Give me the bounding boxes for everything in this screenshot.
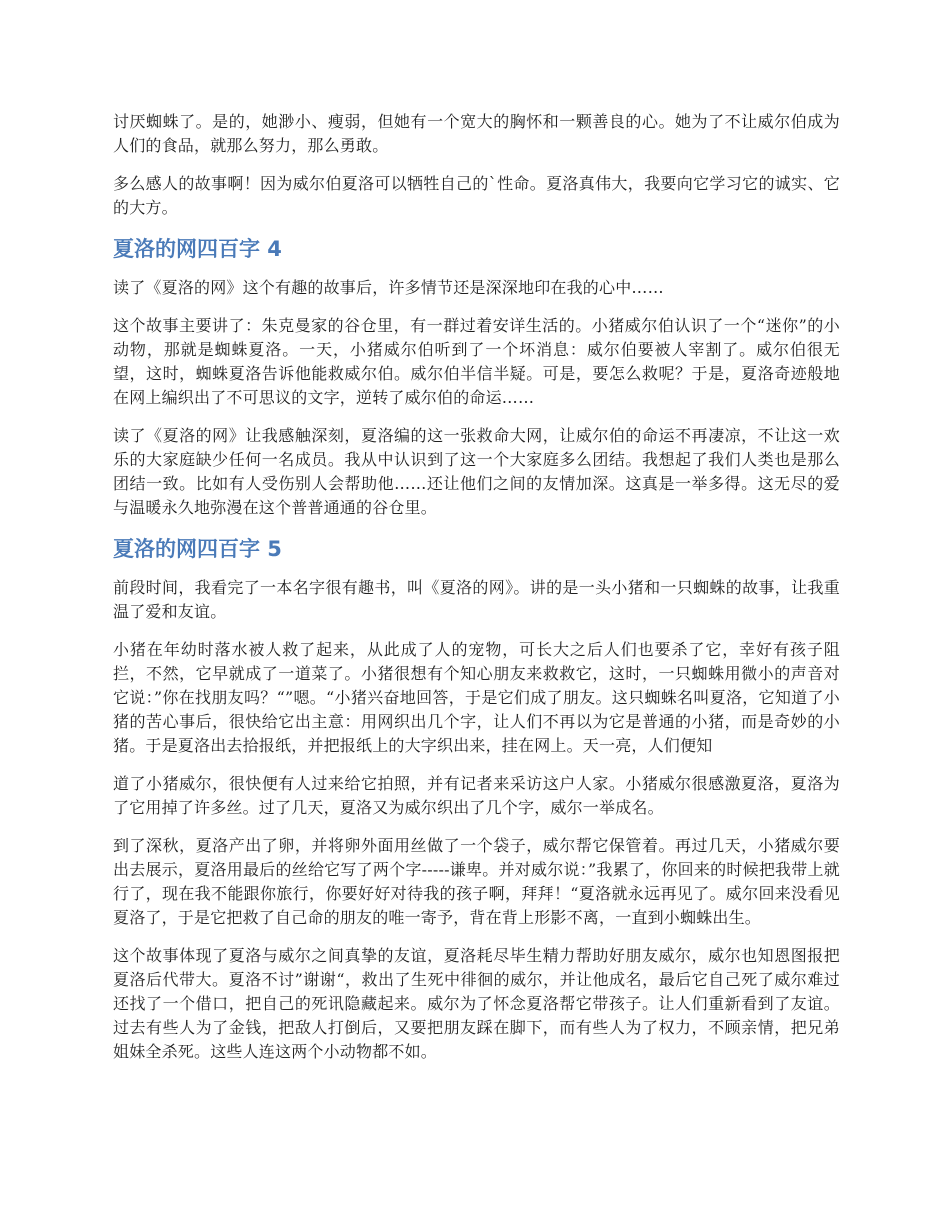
section-4-paragraph-2: 这个故事主要讲了：朱克曼家的谷仓里，有一群过着安详生活的。小猪威尔伯认识了一个“迷你”的小动物，那就是蜘蛛夏洛。一天，小猪威尔伯听到了一个坏消息：威尔伯要被人宰割了。威尔伯很无望，这时，蜘蛛夏洛告诉他能救威尔伯。威尔伯半信半疑。可是，要怎么救呢？于是，夏洛奇迹般地在网上编织出了不可思议的文字，逆转了威尔伯的命运…… (113, 316, 840, 407)
document-page (113, 110, 840, 1078)
section-5-paragraph-4: 到了深秋，夏洛产出了卵，并将卵外面用丝做了一个袋子，威尔帮它保管着。再过几天，小猪威尔要出去展示，夏洛用最后的丝给它写了两个字-----谦卑。并对威尔说：”我累了，你回来的时候把我带上就行了，现在我不能跟你旅行，你要好好对待我的孩子啊，拜拜！“夏洛就永远再见了。威尔回来没看见夏洛了，于是它把救了自己命的朋友的唯一寄予，背在背上形影不离，一直到小蜘蛛出生。 (113, 836, 840, 927)
section-5-heading: 夏洛的网四百字 5 (113, 537, 282, 561)
section-4-heading: 夏洛的网四百字 4 (113, 237, 282, 261)
section-5-paragraph-1: 前段时间，我看完了一本名字很有趣书，叫《夏洛的网》。讲的是一头小猪和一只蜘蛛的故事，让我重温了爱和友谊。 (113, 578, 840, 621)
section-4-paragraph-1: 读了《夏洛的网》这个有趣的故事后，许多情节还是深深地印在我的心中…… (113, 278, 664, 297)
section-5-paragraph-3: 道了小猪威尔，很快便有人过来给它拍照，并有记者来采访这户人家。小猪威尔很感激夏洛，夏洛为了它用掉了许多丝。过了几天，夏洛又为威尔织出了几个字，威尔一举成名。 (113, 774, 840, 817)
section-5-paragraph-2: 小猪在年幼时落水被人救了起来，从此成了人的宠物，可长大之后人们也要杀了它，幸好有孩子阻拦，不然，它早就成了一道菜了。小猪很想有个知心朋友来救救它，这时，一只蜘蛛用微小的声音对它说：”你在找朋友吗？“”嗯。“小猪兴奋地回答，于是它们成了朋友。这只蜘蛛名叫夏洛，它知道了小猪的苦心事后，很快给它出主意：用网织出几个字，让人们不再以为它是普通的小猪，而是奇妙的小猪。于是夏洛出去拾报纸，并把报纸上的大字织出来，挂在网上。天一亮，人们便知 (113, 640, 840, 755)
section-4-paragraph-3: 读了《夏洛的网》让我感触深刻，夏洛编的这一张救命大网，让威尔伯的命运不再凄凉，不让这一欢乐的大家庭缺少任何一名成员。我从中认识到了这一个大家庭多么团结。我想起了我们人类也是那么团结一致。比如有人受伤别人会帮助他……还让他们之间的友情加深。这真是一举多得。这无尽的爱与温暖永久地弥漫在这个普普通通的谷仓里。 (113, 426, 840, 517)
intro-paragraph-1: 讨厌蜘蛛了。是的，她渺小、瘦弱，但她有一个宽大的胸怀和一颗善良的心。她为了不让威尔伯成为人们的食品，就那么努力，那么勇敢。 (113, 112, 840, 155)
section-5-paragraph-5: 这个故事体现了夏洛与威尔之间真挚的友谊，夏洛耗尽毕生精力帮助好朋友威尔，威尔也知恩图报把夏洛后代带大。夏洛不讨”谢谢“，救出了生死中徘徊的威尔，并让他成名，最后它自己死了威尔难过还找了一个借口，把自己的死讯隐藏起来。威尔为了怀念夏洛帮它带孩子。让人们重新看到了友谊。过去有些人为了金钱，把敌人打倒后，又要把朋友踩在脚下，而有些人为了权力，不顾亲情，把兄弟姐妹全杀死。这些人连这两个小动物都不如。 (113, 946, 840, 1061)
intro-paragraph-2: 多么感人的故事啊！因为威尔伯夏洛可以牺牲自己的`性命。夏洛真伟大，我要向它学习它的诚实、它的大方。 (113, 174, 840, 217)
